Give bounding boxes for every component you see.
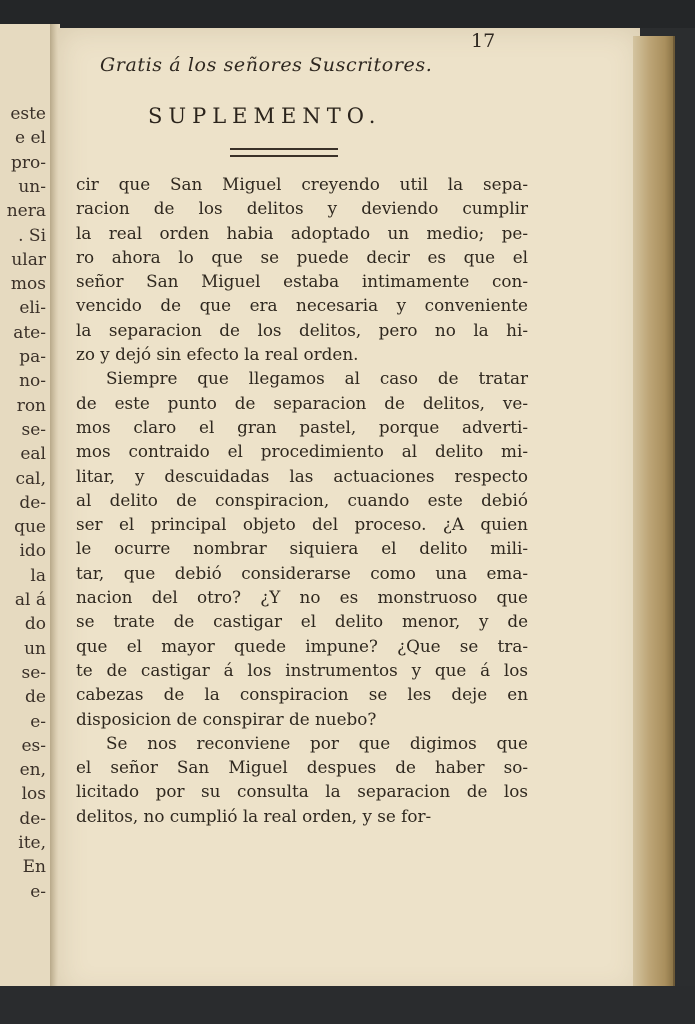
left-page-fragment: la <box>30 565 46 586</box>
left-page-fragment: eal <box>20 444 46 465</box>
text-line: te de castigar á los instrumentos y que á los <box>76 659 528 680</box>
text-line: litar, y descuidadas las actuaciones respecto <box>76 465 528 486</box>
left-page-fragment: En <box>22 857 46 878</box>
left-page-fragment: un- <box>18 176 46 197</box>
left-page-fragment: ate- <box>13 322 46 343</box>
page-number: 17 <box>471 30 496 52</box>
left-page-fragment: que <box>14 517 46 538</box>
left-page-fragment: ular <box>11 249 46 270</box>
text-line: señor San Miguel estaba intimamente con- <box>76 271 528 292</box>
text-line: la real orden habia adoptado un medio; pe- <box>76 222 528 243</box>
left-page-fragment: al á <box>14 590 46 610</box>
text-line: zo y dejó sin efecto la real orden. <box>76 344 359 365</box>
left-page-fragment: un <box>24 638 46 659</box>
left-page-fragment: de <box>25 687 46 708</box>
running-header: Gratis á los señores Suscritores. <box>100 54 433 76</box>
text-line: ser el principal objeto del proceso. ¿A quien <box>76 514 528 535</box>
text-line: cir que San Miguel creyendo util la sepa- <box>76 174 528 194</box>
left-page-fragment: eli- <box>19 298 46 319</box>
text-line: se trate de castigar el delito menor, y de <box>76 611 528 632</box>
left-page-fragment: mos <box>10 274 46 295</box>
text-line: disposicion de conspirar de nuebo? <box>76 708 377 729</box>
left-page-fragment: ron <box>16 395 46 416</box>
left-page-fragment: se- <box>21 662 46 683</box>
scan-background-top <box>0 0 695 28</box>
left-page-fragment: e- <box>30 881 46 902</box>
text-line: delitos, no cumplió la real orden, y se for- <box>76 805 432 826</box>
section-title: SUPLEMENTO. <box>148 104 382 128</box>
text-line: cabezas de la conspiracion se les deje en <box>76 684 528 705</box>
left-page-fragment: . Si <box>18 225 46 246</box>
left-page-fragment: e- <box>30 711 46 732</box>
text-line: que el mayor quede impune? ¿Que se tra- <box>76 635 528 656</box>
left-page-fragment: no- <box>19 371 46 392</box>
left-page-fragment: cal, <box>15 468 46 489</box>
left-page-fragment: de- <box>19 808 46 829</box>
text-line: de este punto de separacion de delitos, ve- <box>76 392 528 413</box>
left-page-fragment: este <box>10 104 46 124</box>
left-page-fragment: e el <box>15 128 46 149</box>
left-page-fragment: los <box>21 784 46 805</box>
body-text <box>76 172 528 828</box>
text-line: tar, que debió considerarse como una ema- <box>76 562 528 583</box>
left-page-fragment: es- <box>21 735 46 756</box>
text-line: nacion del otro? ¿Y no es monstruoso que <box>76 587 528 608</box>
left-page-edge <box>0 24 53 986</box>
left-page-fragment: pa- <box>19 347 46 367</box>
title-double-rule <box>230 148 338 157</box>
text-line: ro ahora lo que se puede decir es que el <box>76 246 528 267</box>
left-page-fragment: de- <box>19 492 46 513</box>
text-line: mos claro el gran pastel, porque adverti- <box>76 416 528 437</box>
text-line: Se nos reconviene por que digimos que <box>106 732 528 753</box>
text-line: le ocurre nombrar siquiera el delito mili- <box>76 538 528 559</box>
text-line: la separacion de los delitos, pero no la hi- <box>76 319 528 340</box>
left-page-fragment: ido <box>19 541 46 562</box>
left-page-fragment: ite, <box>18 833 46 853</box>
text-line: licitado por su consulta la separacion de los <box>76 781 528 802</box>
left-page-fragment: do <box>24 614 46 635</box>
left-page-fragment: en, <box>19 760 46 781</box>
text-line: vencido de que era necesaria y conveniente <box>76 295 528 316</box>
text-line: el señor San Miguel despues de haber so- <box>76 757 528 778</box>
left-page-fragment: pro- <box>11 152 46 173</box>
text-line: mos contraido el procedimiento al delito mi- <box>76 441 528 462</box>
text-line: al delito de conspiracion, cuando este debió <box>76 489 528 510</box>
page-stack-edge <box>633 36 675 996</box>
scan-background-bottom <box>0 986 695 1024</box>
left-page-fragment: nera <box>6 201 46 222</box>
left-page-fragment: se- <box>21 419 46 440</box>
text-line: racion de los delitos y deviendo cumplir <box>76 198 528 219</box>
text-line: Siempre que llegamos al caso de tratar <box>106 368 528 389</box>
